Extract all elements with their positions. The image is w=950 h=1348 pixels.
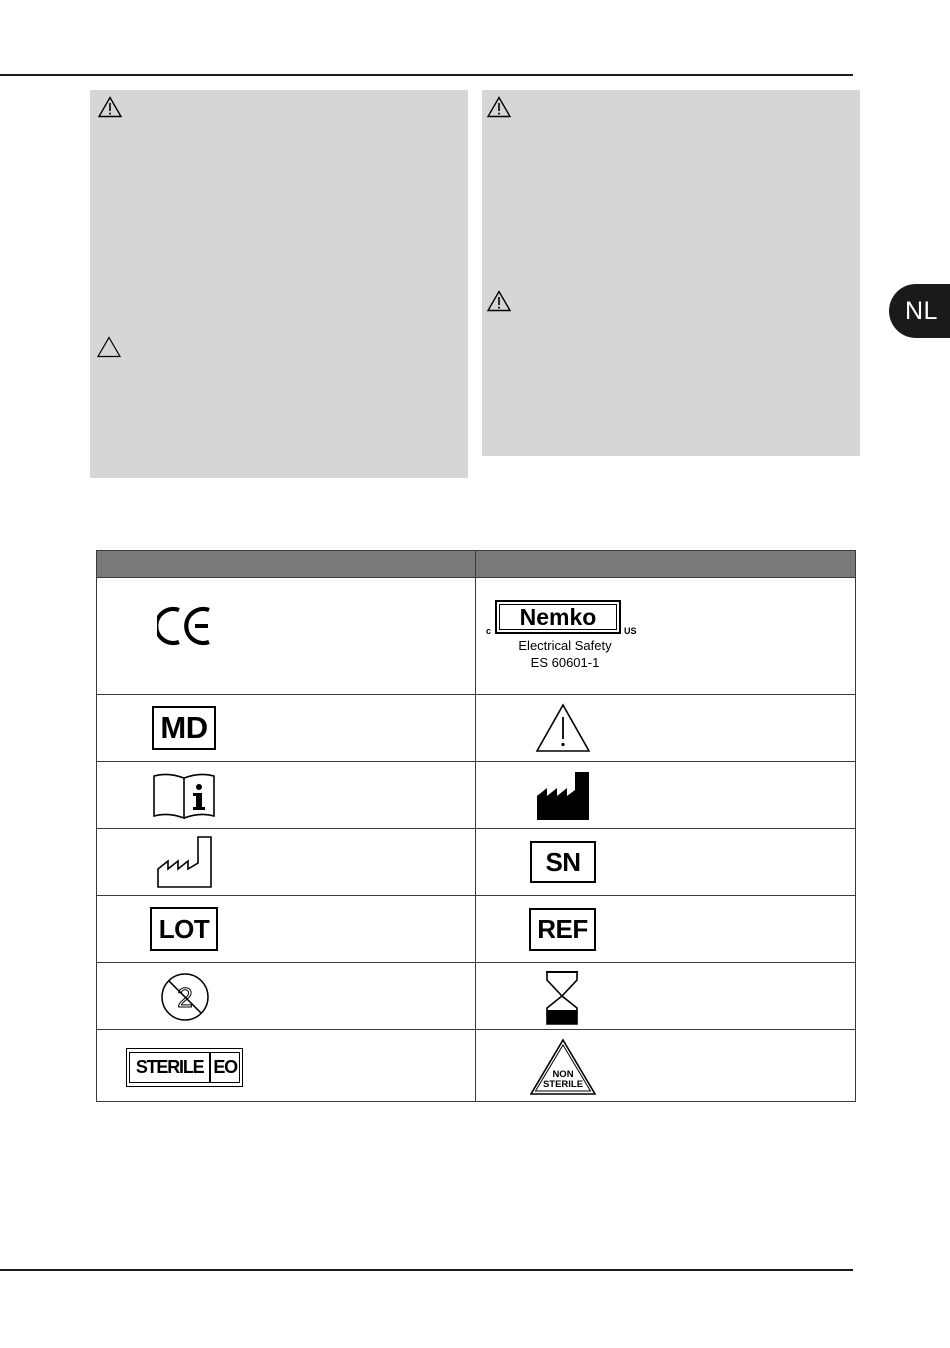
eo-label: EO [210, 1052, 240, 1083]
language-tab[interactable] [889, 284, 950, 338]
table-row [97, 1030, 856, 1102]
warning-triangle-icon [487, 290, 511, 312]
nemko-logo [495, 600, 621, 634]
symbol-cell [476, 1030, 856, 1102]
consult-instructions-icon [152, 772, 216, 820]
warning-panel-left [90, 90, 468, 478]
table-row [97, 829, 856, 896]
table-header-right [476, 551, 856, 578]
warning-triangle-icon [98, 96, 122, 118]
symbol-cell [476, 762, 856, 829]
nemko-mark [486, 598, 656, 678]
top-rule [0, 74, 853, 76]
non-sterile-icon [529, 1038, 597, 1096]
symbol-cell [97, 578, 476, 695]
warning-triangle-icon [487, 96, 511, 118]
symbol-cell [97, 695, 476, 762]
non-label: NON [552, 1069, 574, 1080]
ref-symbol: REF [529, 908, 596, 951]
sterile-eo-symbol [126, 1048, 243, 1087]
warning-panel-right [482, 90, 860, 456]
sterile-label: STERILE [129, 1052, 210, 1083]
nemko-line-2: ES 60601-1 [530, 655, 600, 670]
symbol-cell [476, 896, 856, 963]
sterile-sub-label: STERILE [542, 1079, 584, 1090]
table-row [97, 896, 856, 963]
serial-number-symbol: SN [530, 841, 596, 883]
ce-mark-icon [157, 606, 213, 646]
table-row [97, 963, 856, 1030]
symbol-cell [476, 578, 856, 695]
language-tab-label: NL [905, 297, 938, 325]
symbol-cell [97, 762, 476, 829]
md-symbol: MD [152, 706, 216, 750]
table-row [97, 578, 856, 695]
symbol-cell [97, 829, 476, 896]
symbols-table [96, 550, 856, 1102]
bottom-rule [0, 1269, 853, 1271]
symbol-cell [476, 963, 856, 1030]
do-not-reuse-digit: 2 [177, 982, 193, 1013]
symbol-cell [476, 829, 856, 896]
nemko-suffix: US [624, 626, 637, 636]
manufacturer-icon [535, 770, 591, 822]
lot-symbol: LOT [150, 907, 218, 951]
table-header-left [97, 551, 476, 578]
table-row [97, 762, 856, 829]
warning-triangle-icon [535, 703, 591, 753]
use-by-date-icon [542, 970, 582, 1026]
table-header-row [97, 551, 856, 578]
symbol-cell [97, 963, 476, 1030]
do-not-reuse-icon [159, 971, 211, 1023]
symbol-cell [97, 896, 476, 963]
nemko-prefix: c [486, 626, 492, 636]
nemko-brand: Nemko [499, 604, 617, 630]
caution-triangle-icon [97, 336, 121, 358]
table-row [97, 695, 856, 762]
symbol-cell [97, 1030, 476, 1102]
date-of-manufacture-icon [156, 835, 214, 889]
symbol-cell [476, 695, 856, 762]
nemko-line-1: Electrical Safety [518, 638, 612, 653]
